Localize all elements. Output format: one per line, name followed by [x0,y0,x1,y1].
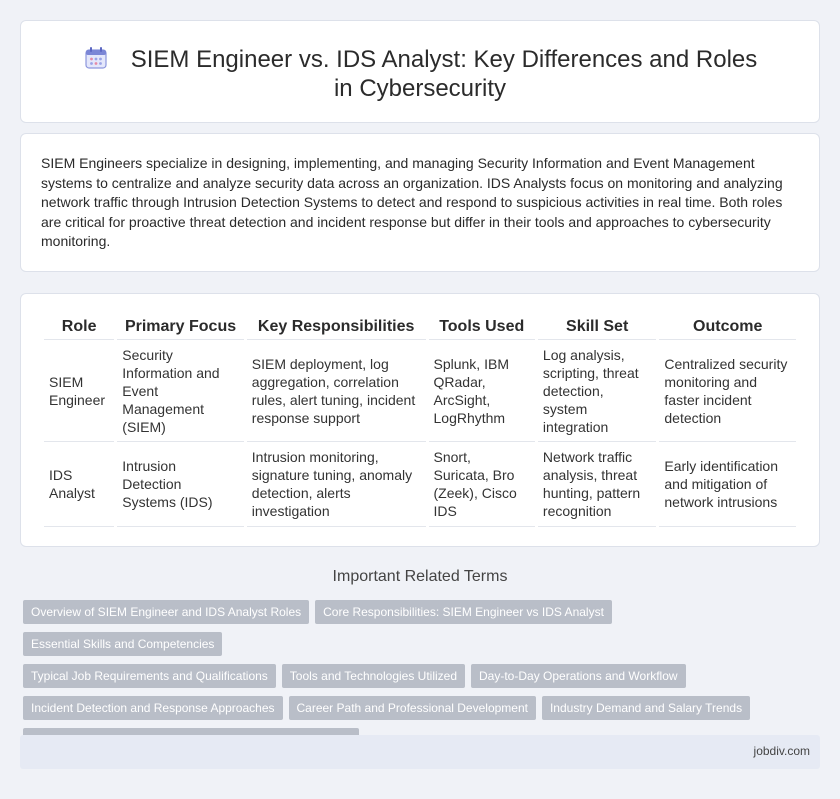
column-header-tools-used: Tools Used [429,314,535,340]
intro-paragraph: SIEM Engineers specialize in designing, implementing, and managing Security Information and Event Management systems to centralize and analyze security data across an organization. IDS Analysts focus on monitoring and analyzing network traffic through Intrusion Detection Systems to detect and respond to suspicious activities in real time. Both roles are critical for proactive threat detection and incident response but differ in their tools and approaches to cybersecurity monitoring. [41,155,783,249]
column-header-primary-focus: Primary Focus [117,314,244,340]
cell-key-responsibilities: Intrusion monitoring, signature tuning, anomaly detection, alerts investigation [247,442,426,527]
title-card [20,20,820,123]
cell-skill-set: Log analysis, scripting, threat detection, system integration [538,340,656,442]
cell-primary-focus: Security Information and Event Management (SIEM) [117,340,244,442]
footer-site-link[interactable]: jobdiv.com [753,744,810,758]
comparison-card [20,293,820,547]
cell-skill-set: Network traffic analysis, threat hunting, pattern recognition [538,442,656,527]
comparison-table [41,314,799,527]
column-header-role: Role [44,314,114,340]
related-term-tag[interactable]: Incident Detection and Response Approaches [23,696,283,720]
cell-tools-used: Snort, Suricata, Bro (Zeek), Cisco IDS [429,442,535,527]
column-header-skill-set: Skill Set [538,314,656,340]
column-header-outcome: Outcome [659,314,796,340]
cell-role: SIEM Engineer [44,340,114,442]
cell-role: IDS Analyst [44,442,114,527]
intro-card [20,133,820,272]
column-header-key-responsibilities: Key Responsibilities [247,314,426,340]
page-title-block [21,45,819,103]
related-terms-heading: Important Related Terms [332,568,508,585]
related-term-tag[interactable]: Career Path and Professional Development [289,696,536,720]
table-row [44,340,796,442]
table-row [44,442,796,527]
calendar-icon [83,45,109,71]
cell-key-responsibilities: SIEM deployment, log aggregation, correlation rules, alert tuning, incident response support [247,340,426,442]
related-term-tag[interactable]: Overview of SIEM Engineer and IDS Analyst Roles [23,600,309,624]
cell-tools-used: Splunk, IBM QRadar, ArcSight, LogRhythm [429,340,535,442]
related-term-tag[interactable]: Industry Demand and Salary Trends [542,696,750,720]
table-header-row [44,314,796,340]
footer [20,735,820,769]
cell-outcome: Early identification and mitigation of network intrusions [659,442,796,527]
cell-outcome: Centralized security monitoring and faster incident detection [659,340,796,442]
related-term-tag[interactable]: Core Responsibilities: SIEM Engineer vs IDS Analyst [315,600,612,624]
related-term-tag[interactable]: Tools and Technologies Utilized [282,664,465,688]
related-term-tag[interactable]: Essential Skills and Competencies [23,632,222,656]
cell-primary-focus: Intrusion Detection Systems (IDS) [117,442,244,527]
related-term-tag[interactable]: Day-to-Day Operations and Workflow [471,664,686,688]
related-term-tag[interactable]: Typical Job Requirements and Qualifications [23,664,276,688]
page-title: SIEM Engineer vs. IDS Analyst: Key Differences and Roles in Cybersecurity [130,46,758,102]
